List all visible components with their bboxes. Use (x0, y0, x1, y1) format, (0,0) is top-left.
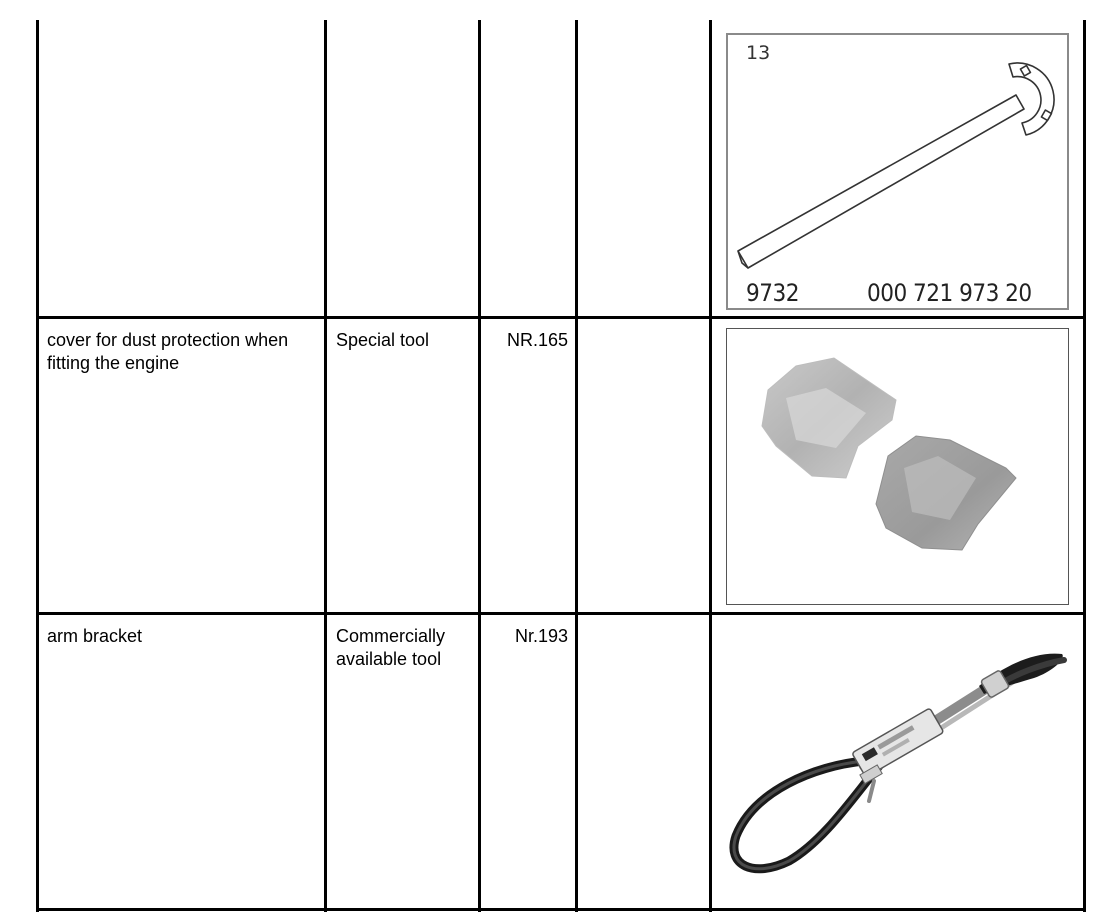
tool-number: Nr.193 (514, 626, 568, 646)
column-divider (324, 20, 327, 912)
tool-description: arm bracket (47, 626, 143, 646)
dust-cover-image (726, 328, 1069, 605)
row-divider (36, 316, 1086, 319)
column-divider (478, 20, 481, 912)
tool-type: Special tool (336, 330, 430, 350)
table-border-left (36, 20, 39, 912)
strap-wrench-image (714, 616, 1080, 906)
row-divider (36, 612, 1086, 615)
spanner-wrench-icon (726, 33, 1069, 310)
tool-code-left: 9732 (746, 279, 799, 307)
table-border-bottom (36, 908, 1086, 911)
table-border-right (1083, 20, 1086, 912)
tool-number: NR.165 (506, 330, 568, 350)
column-divider (575, 20, 578, 912)
callout-number: 13 (746, 42, 771, 64)
tool-part-number: 000 721 973 20 (867, 279, 1032, 307)
tool-description: cover for dust protection when fitting the engine (47, 330, 289, 373)
column-divider (709, 20, 712, 912)
tool-type: Commercially available tool (336, 626, 446, 669)
